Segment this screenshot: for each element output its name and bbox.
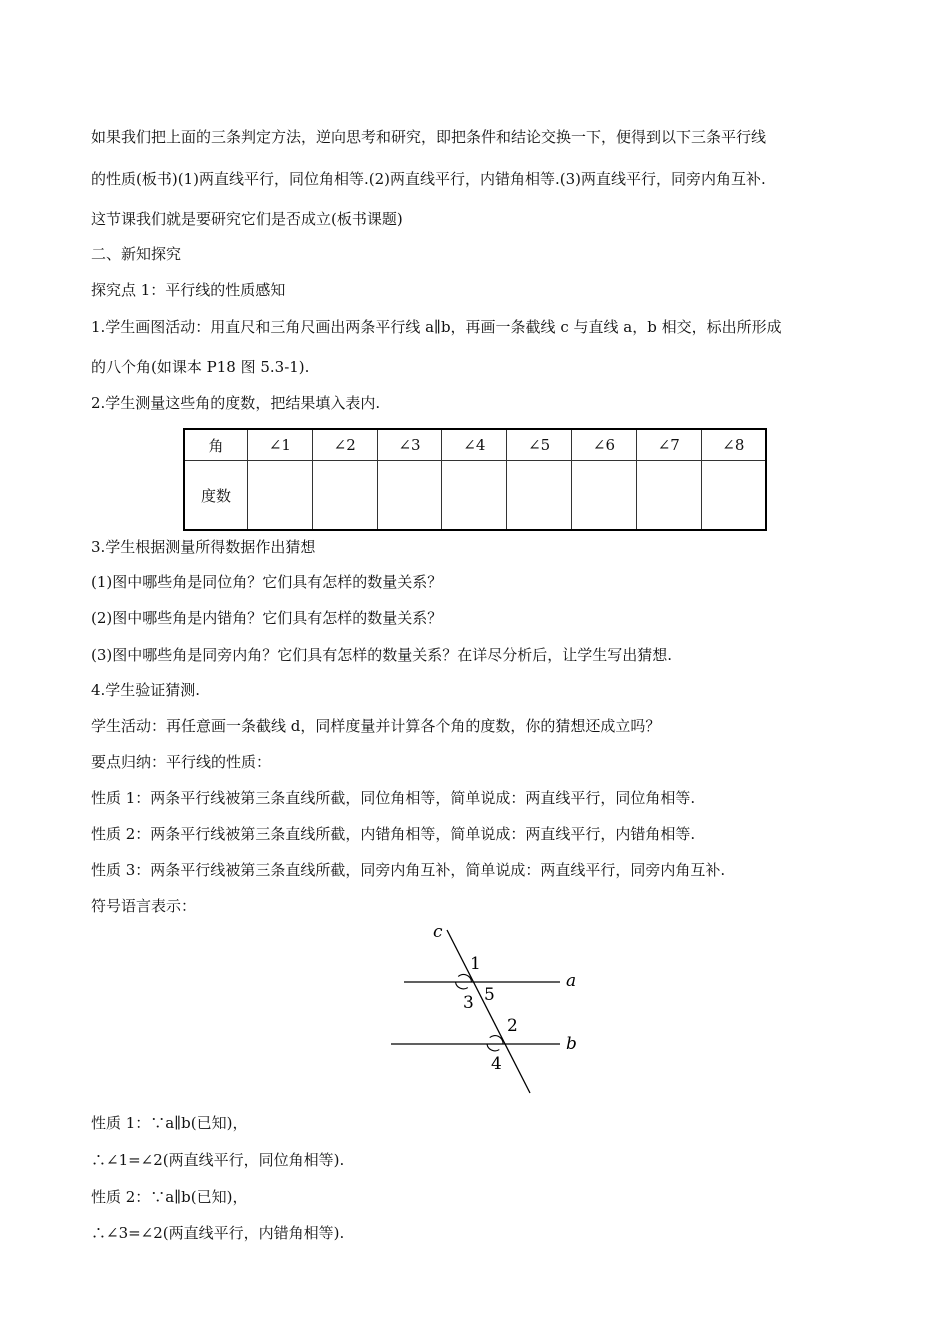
table-header-cell: ∠7 [636, 429, 701, 461]
question-line: (1)图中哪些角是同位角？它们具有怎样的数量关系？ [91, 573, 443, 591]
subsection-heading: 探究点 1：平行线的性质感知 [91, 281, 286, 299]
paragraph-line: 如果我们把上面的三条判定方法，逆向思考和研究，即把条件和结论交换一下，便得到以下三条平行线 [91, 128, 767, 146]
table-cell [572, 461, 637, 531]
table-cell [507, 461, 572, 531]
paragraph-line: 的性质(板书)(1)两直线平行，同位角相等.(2)两直线平行，内错角相等.(3)两直线平行，同旁内角互补. [91, 170, 766, 188]
section-heading: 二、新知探究 [91, 245, 182, 263]
table-header-cell: 角 [184, 429, 248, 461]
paragraph-line: 3.学生根据测量所得数据作出猜想 [91, 538, 316, 556]
label-c: c [433, 922, 443, 942]
question-line: (2)图中哪些角是内错角？它们具有怎样的数量关系？ [91, 609, 443, 627]
proof-line: ∴∠3=∠2(两直线平行，内错角相等). [91, 1224, 345, 1242]
angle-4-arc [487, 1044, 499, 1051]
proof-line: 性质 2：∵a∥b(已知)， [91, 1188, 248, 1206]
paragraph-line: 2.学生测量这些角的度数，把结果填入表内. [91, 394, 381, 412]
property-line: 性质 2：两条平行线被第三条直线所截，内错角相等，简单说成：两直线平行，内错角相等. [91, 825, 696, 843]
table-cell [442, 461, 507, 531]
table-header-cell: ∠8 [701, 429, 766, 461]
table-header-cell: ∠6 [572, 429, 637, 461]
table-cell [312, 461, 377, 531]
table-cell [248, 461, 313, 531]
label-angle-2: 2 [507, 1016, 518, 1036]
label-angle-4: 4 [491, 1054, 502, 1074]
table-row-label: 度数 [184, 461, 248, 531]
paragraph-line: 的八个角(如课本 P18 图 5.3-1). [91, 358, 310, 376]
table-cell [701, 461, 766, 531]
paragraph-line: 学生活动：再任意画一条截线 d，同样度量并计算各个角的度数，你的猜想还成立吗？ [91, 717, 661, 735]
paragraph-line: 这节课我们就是要研究它们是否成立(板书课题) [91, 210, 403, 228]
property-line: 性质 1：两条平行线被第三条直线所截，同位角相等，简单说成：两直线平行，同位角相等. [91, 789, 696, 807]
table-header-cell: ∠1 [248, 429, 313, 461]
angle-3-arc [456, 982, 468, 989]
label-a: a [566, 971, 577, 991]
label-angle-1: 1 [470, 954, 481, 974]
transversal-c [447, 930, 530, 1093]
question-line: (3)图中哪些角是同旁内角？它们具有怎样的数量关系？在详尽分析后，让学生写出猜想. [91, 646, 673, 664]
table-cell [636, 461, 701, 531]
label-angle-5: 5 [484, 985, 495, 1005]
paragraph-line: 4.学生验证猜测. [91, 681, 201, 699]
property-line: 性质 3：两条平行线被第三条直线所截，同旁内角互补，简单说成：两直线平行，同旁内角互补. [91, 861, 726, 879]
table-header-cell: ∠4 [442, 429, 507, 461]
paragraph-line: 要点归纳：平行线的性质： [91, 753, 272, 771]
label-b: b [566, 1034, 577, 1054]
proof-line: ∴∠1=∠2(两直线平行，同位角相等). [91, 1151, 345, 1169]
angle-measure-table [183, 428, 767, 531]
proof-line: 性质 1：∵a∥b(已知)， [91, 1114, 248, 1132]
paragraph-line: 1.学生画图活动：用直尺和三角尺画出两条平行线 a∥b，再画一条截线 c 与直线 a，b 相交，标出所形成 [91, 318, 782, 336]
paragraph-line: 符号语言表示： [91, 897, 197, 915]
parallel-lines-figure [385, 920, 600, 1100]
table-header-cell: ∠2 [312, 429, 377, 461]
table-header-cell: ∠5 [507, 429, 572, 461]
table-header-cell: ∠3 [377, 429, 442, 461]
label-angle-3: 3 [463, 993, 474, 1013]
table-header-row [184, 429, 766, 461]
table-cell [377, 461, 442, 531]
table-row [184, 461, 766, 531]
